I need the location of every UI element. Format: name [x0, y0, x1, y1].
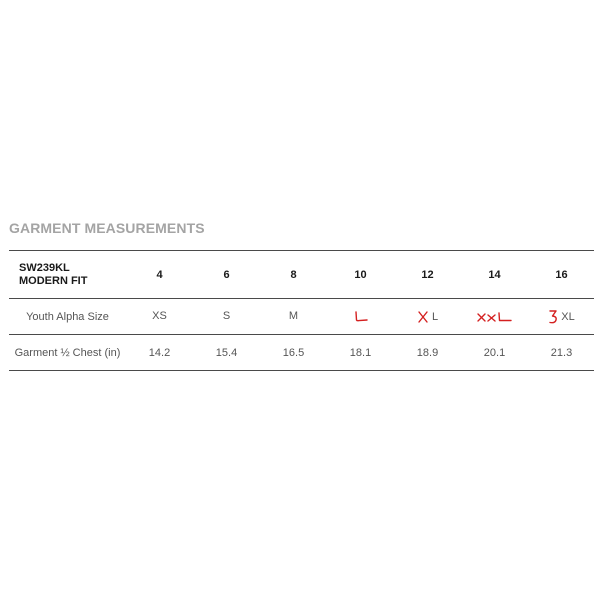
- table-header-row: [9, 250, 594, 299]
- measurements-table: [9, 250, 594, 371]
- printed-size: M: [288, 310, 299, 323]
- header-size-8: 8: [290, 268, 297, 281]
- alpha-size-cell: [394, 310, 461, 324]
- section-title: GARMENT MEASUREMENTS: [9, 220, 205, 236]
- chest-value: 14.2: [148, 346, 171, 359]
- chest-value: 21.3: [550, 346, 573, 359]
- alpha-size-cell: [528, 309, 595, 325]
- chest-value: 16.5: [282, 346, 305, 359]
- printed-size: L: [431, 310, 439, 323]
- header-size-4: 4: [156, 268, 163, 281]
- alpha-size-cell: [461, 310, 528, 324]
- row-label-alpha-size: Youth Alpha Size: [26, 310, 109, 323]
- header-size-14: 14: [488, 268, 501, 281]
- row-label-chest: Garment ½ Chest (in): [14, 346, 121, 359]
- alpha-size-cell: [327, 310, 394, 324]
- handwritten-x-mark: [417, 310, 429, 324]
- printed-size: S: [222, 310, 231, 323]
- alpha-size-cell: [260, 310, 327, 322]
- alpha-size-cell: [126, 310, 193, 322]
- header-size-12: 12: [421, 268, 434, 281]
- header-label: SW239KL MODERN FIT: [19, 261, 88, 287]
- header-size-6: 6: [223, 268, 230, 281]
- alpha-size-cell: [193, 310, 260, 322]
- printed-size: XL: [561, 310, 575, 323]
- handwritten-xxl-mark: [477, 310, 513, 324]
- table-row-alpha-size: [9, 299, 594, 335]
- chest-value: 18.9: [416, 346, 439, 359]
- chest-value: 20.1: [483, 346, 506, 359]
- chest-value: 15.4: [215, 346, 238, 359]
- handwritten-3-mark: [548, 309, 558, 325]
- header-size-10: 10: [354, 268, 367, 281]
- header-size-16: 16: [555, 268, 568, 281]
- printed-size: XS: [152, 310, 167, 323]
- chest-value: 18.1: [349, 346, 372, 359]
- table-row-chest: [9, 335, 594, 371]
- handwritten-l-mark: [353, 310, 369, 324]
